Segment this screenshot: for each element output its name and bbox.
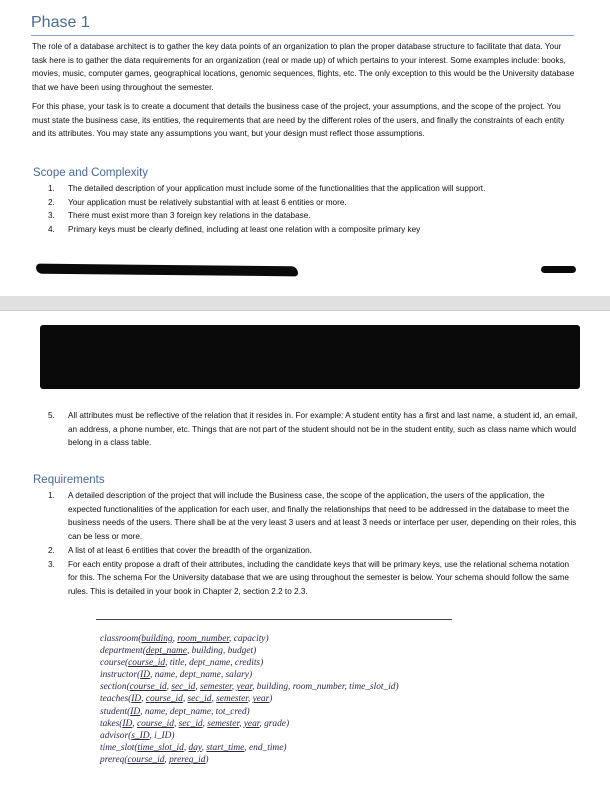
attribute: dept_name [189,658,231,669]
primary-key-attribute: dept_name [145,646,187,657]
list-item: 1. A detailed description of the project that will include the Business case, the scope of the application, the users of the application, the expected functionalities of the application for each user, and finally the relationships that need to be addressed in the database to meet the business needs of the users. There shall be at the very least 3 users and at least 3 needs or interface per user, depending on their roles, this can be less or more. [48,491,577,542]
schema-relation: instructor(ID, name, dept_name, salary) [100,670,253,681]
redaction-mark [36,264,298,277]
primary-key-attribute: course_id [136,718,174,729]
attribute: i_ID [154,730,172,741]
attribute: building [256,682,289,693]
relation-name: department [100,646,143,657]
primary-key-attribute: ID [130,706,141,717]
primary-key-attribute: year [236,682,253,693]
primary-key-attribute: semester [216,694,248,705]
attribute: grade [264,718,286,729]
relation-name: teaches [100,694,129,705]
requirements-heading: Requirements [33,474,105,486]
primary-key-attribute: start_time [206,742,245,753]
schema-relation: teaches(ID, course_id, sec_id, semester, year) [100,694,273,705]
relation-name: section [100,682,127,693]
list-item: 3. There must exist more than 3 foreign key relations in the database. [48,211,311,221]
attribute: capacity [233,634,266,644]
list-item: 1. The detailed description of your application must include some of the functionalities that the application will support. [48,184,486,193]
primary-key-attribute: prereq_id [169,754,206,765]
requirements-list [32,489,578,599]
primary-key-attribute: course_id [128,658,166,669]
scope-list [32,182,578,237]
primary-key-attribute: ID [122,718,133,729]
primary-key-attribute: semester [207,718,240,729]
attribute: building [191,646,223,657]
primary-key-attribute: building [141,634,173,644]
primary-key-attribute: ID [131,694,142,705]
primary-key-attribute: semester [200,682,232,693]
attribute: title [169,658,185,669]
attribute: end_time [248,742,284,753]
relation-name: course [100,658,125,669]
schema-divider [96,619,452,620]
schema-relation: classroom(building, room_number, capacity) [100,634,269,644]
list-item: 2. A list of at least 6 entities that cover the breadth of the organization. [48,545,312,555]
primary-key-attribute: s_ID [131,730,150,741]
attribute: name [154,670,176,681]
primary-key-attribute: time_slot_id [137,742,184,753]
schema-relation: section(course_id, sec_id, semester, year, building, room_number, time_slot_id) [100,682,399,693]
list-item: 5. All attributes must be reflective of the relation that it resides in. For example: A student entity has a first and last name, a student id, an email, an address, a phone number, etc. Things that are not part of the student should not be in the student entity, such as class name which would belong in a class table. [48,411,578,448]
attribute: dept_name [169,706,211,717]
schema-relation: time_slot(time_slot_id, day, start_time, end_time) [100,742,287,753]
schema-relation: advisor(s_ID, i_ID) [100,730,175,741]
attribute: dept_name [179,670,221,681]
list-item: 2. Your application must be relatively substantial with at least 6 entities or more. [48,197,347,207]
document-page-1 [0,0,610,296]
attribute: name [144,706,166,717]
primary-key-attribute: sec_id [171,682,196,693]
primary-key-attribute: ID [140,670,151,681]
list-item: 3. For each entity propose a draft of their attributes, including the candidate keys that will be primary keys, use the relational schema notation for this. The schema For the University database that we are using throughout the semester is below. Your schema should follow the same rules. This is detailed in your book in Chapter 2, section 2.2 to 2.3. [48,559,570,596]
document-page-2 [0,310,610,803]
intro-paragraph-1: The role of a database architect is to gather the key data points of an organization to plan the proper database structure to facilitate that data. Your task here is to gather the data requirements for an organization (real or made up) of which pertains to your interest. Some examples include: books, movies, music, computer games, geographical locations, genomic sequences, flights, etc. The only exception to this would be the University database that we have been using throughout the semester. [32,42,575,93]
schema-relation: department(dept_name, building, budget) [100,646,257,657]
relation-name: takes [100,718,120,729]
relation-name: classroom [100,634,139,644]
primary-key-attribute: day [188,742,202,753]
relation-name: time_slot [100,742,135,753]
schema-relation: student(ID, name, dept_name, tot_cred) [100,706,250,717]
primary-key-attribute: course_id [127,754,165,765]
primary-key-attribute: sec_id [178,718,203,729]
relational-schema [100,633,399,766]
primary-key-attribute: course_id [145,694,183,705]
scope-heading: Scope and Complexity [33,167,149,179]
relation-name: instructor [100,670,137,681]
schema-relation: takes(ID, course_id, sec_id, semester, year, grade) [100,718,290,729]
redaction-block [40,325,580,389]
attribute: time_slot_id [349,682,396,693]
primary-key-attribute: sec_id [187,694,212,705]
attribute: budget [227,646,254,657]
relation-name: advisor [100,730,129,741]
primary-key-attribute: year [243,718,260,729]
attribute: credits [234,658,261,669]
attribute: salary [225,670,249,681]
attribute: tot_cred [215,706,247,717]
redaction-mark [541,266,576,273]
relation-name: prereq [100,754,125,765]
intro-paragraph-2: For this phase, your task is to create a document that details the business case of the project, your assumptions, and the scope of the project. You must state the business case, its entities, the requirements that are need by the different roles of the users, and finally the constraints of each entity and its attributes. You may state any assumptions you want, but your design must reflect those assumptions. [32,102,565,139]
scope-list-continued [32,409,578,450]
attribute: room_number [292,682,345,693]
primary-key-attribute: year [252,694,270,705]
relation-name: student [100,706,128,717]
schema-relation: prereq(course_id, prereq_id) [100,754,209,765]
primary-key-attribute: course_id [129,682,167,693]
page-title: Phase 1 [31,14,574,36]
schema-relation: course(course_id, title, dept_name, credits) [100,658,264,669]
primary-key-attribute: room_number [177,634,230,644]
list-item: 4. Primary keys must be clearly defined, including at least one relation with a composite primary key [48,225,421,235]
